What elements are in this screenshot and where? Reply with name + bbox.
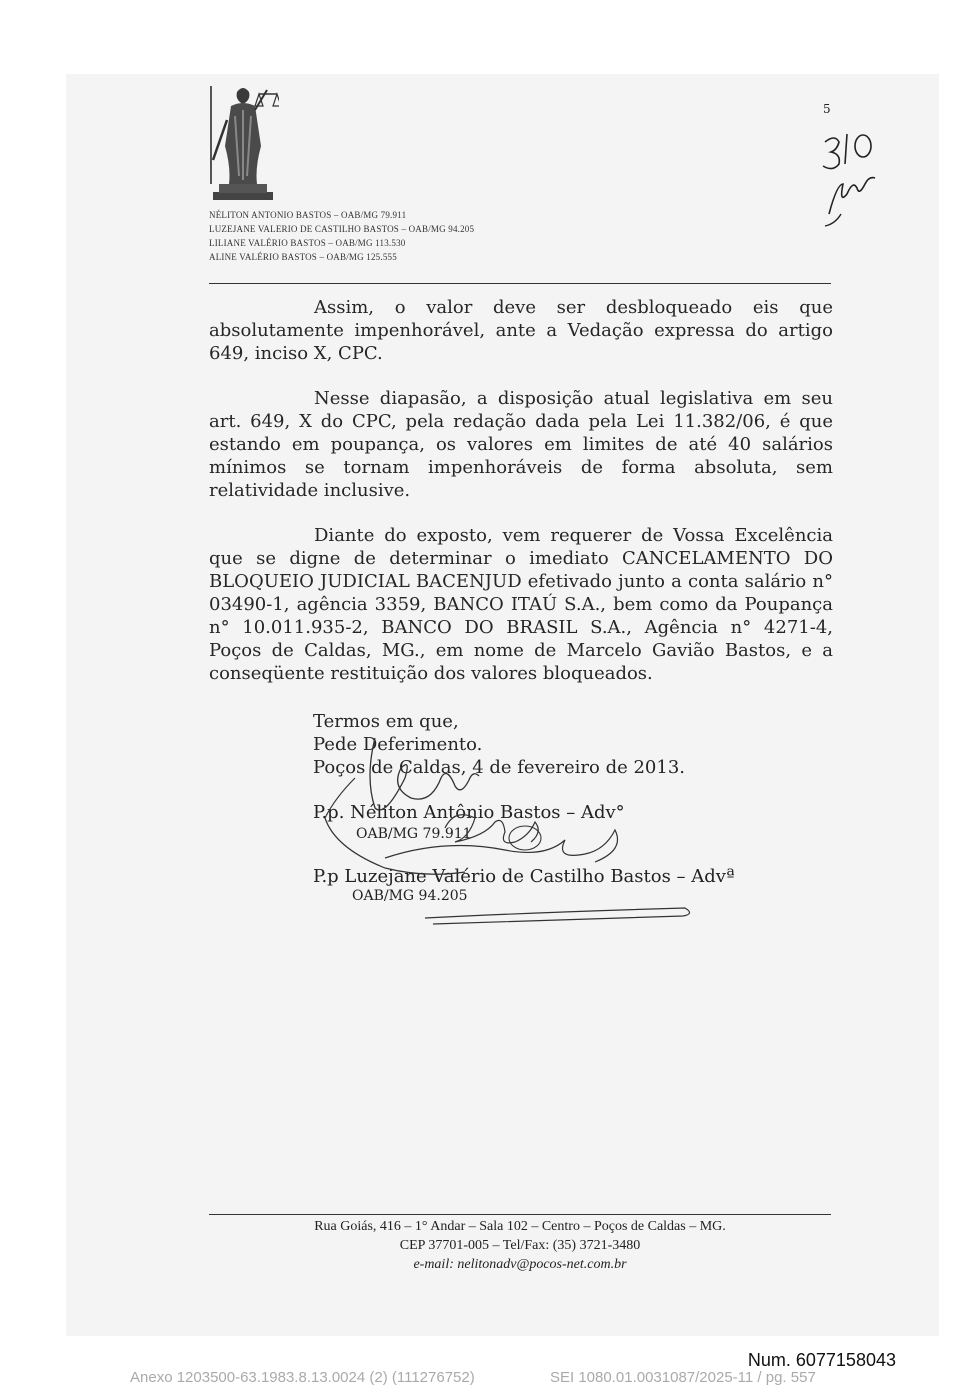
closing-line: Pede Deferimento.: [313, 734, 483, 755]
signer-1-name: P.p. Néliton Antônio Bastos – Adv°: [313, 802, 625, 823]
paragraph: Diante do exposto, vem requerer de Vossa Excelência que se digne de determinar o imediato CANCELAMENTO DO BLOQUEIO JUDICIAL BACENJUD efetivado junto a conta salário n° 03490-1, agência 3359, BANCO ITAÚ S.A., bem como da Poupança n° 10.011.935-2, BANCO DO BRASIL S.A., Agência n° 4271-4, Poços de Caldas, MG., em nome de Marcelo Gavião Bastos, e a conseqüente restituição dos valores bloqueados.: [209, 525, 833, 684]
document-number: Num. 6077158043: [747, 1350, 896, 1370]
justice-statue-icon: [207, 80, 279, 202]
header-divider: [209, 283, 831, 284]
signer-1-oab: OAB/MG 79.911: [356, 826, 472, 842]
footer-address: Rua Goiás, 416 – 1° Andar – Sala 102 – Centro – Poços de Caldas – MG.: [314, 1219, 726, 1234]
annex-reference: Anexo 1203500-63.1983.8.13.0024 (2) (111276752): [130, 1369, 475, 1386]
handwritten-signature: [295, 718, 715, 933]
footer-contact: CEP 37701-005 – Tel/Fax: (35) 3721-3480: [399, 1238, 641, 1253]
handwritten-folio-number: [815, 124, 885, 234]
lawyers-list: [209, 208, 474, 264]
closing-line: Termos em que,: [313, 711, 459, 732]
footer-email: e-mail: nelitonadv@pocos-net.com.br: [413, 1257, 627, 1272]
lawyer-name: NÉLITON ANTONIO BASTOS – OAB/MG 79.911: [209, 210, 407, 220]
paragraph: Nesse diapasão, a disposição atual legislativa em seu art. 649, X do CPC, pela redação dada pela Lei 11.382/06, é que estando em poupança, os valores em limites de até 40 salários mínimos se tornam impenhoráveis de forma absoluta, sem relatividade inclusive.: [209, 388, 833, 501]
signer-2-oab: OAB/MG 94.205: [352, 888, 468, 904]
signer-2-name: P.p Luzejane Valério de Castilho Bastos – Advª: [313, 866, 735, 887]
lawyer-name: LUZEJANE VALERIO DE CASTILHO BASTOS – OAB/MG 94.205: [209, 224, 475, 234]
sei-reference: SEI 1080.01.0031087/2025-11 / pg. 557: [550, 1369, 816, 1386]
closing-line: Poços de Caldas, 4 de fevereiro de 2013.: [313, 757, 685, 778]
paragraph: Assim, o valor deve ser desbloqueado eis que absolutamente impenhorável, ante a Vedação expressa do artigo 649, inciso X, CPC.: [209, 297, 833, 364]
document-body: [209, 296, 833, 707]
lawyer-name: ALINE VALÉRIO BASTOS – OAB/MG 125.555: [209, 252, 397, 262]
letterhead-footer: [209, 1217, 831, 1274]
footer-divider: [209, 1214, 831, 1215]
lawyer-name: LILIANE VALÉRIO BASTOS – OAB/MG 113.530: [209, 238, 406, 248]
page-number: 5: [823, 102, 831, 116]
